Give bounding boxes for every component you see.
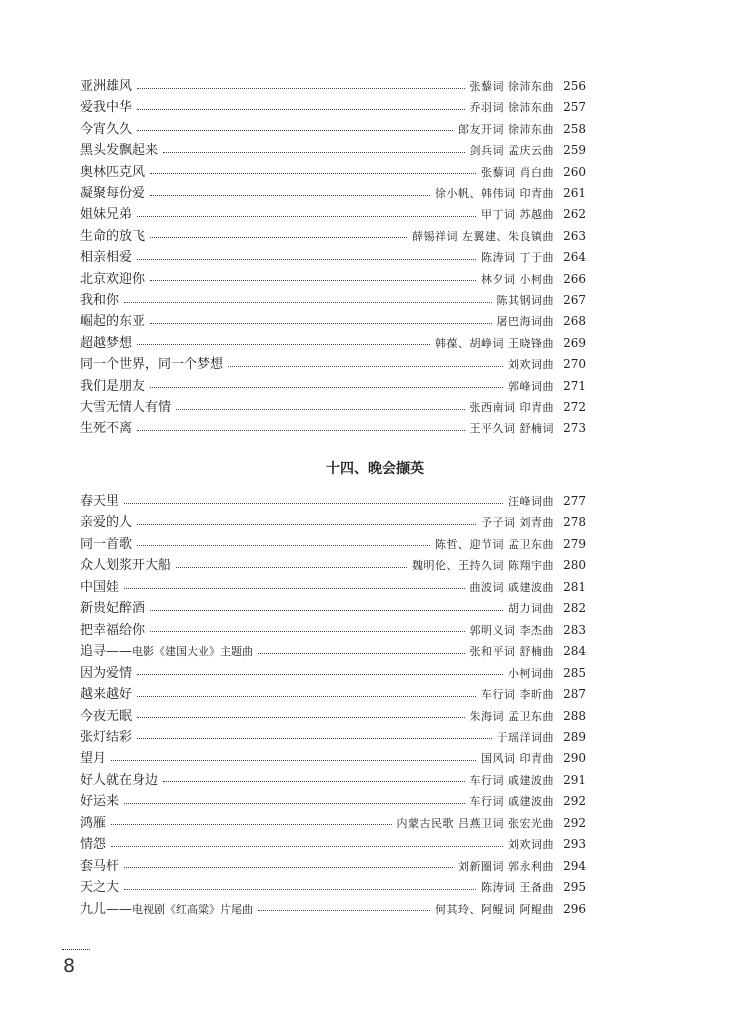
toc-entry	[80, 311, 586, 332]
page-ref: 282	[563, 601, 586, 616]
credits: 朱海词 孟卫东曲	[469, 709, 554, 723]
page-ref: 295	[563, 880, 586, 895]
credits: 郭明义词 李杰曲	[469, 623, 554, 637]
toc-entry	[80, 555, 586, 576]
leader-dots	[228, 365, 503, 367]
credits: 国风词 印青曲	[481, 752, 554, 766]
leader-dots	[137, 343, 430, 345]
credits: 车行词 戚建波曲	[469, 795, 554, 809]
toc-entry	[80, 333, 586, 354]
leader-dots	[150, 172, 476, 174]
toc-entry	[80, 491, 586, 512]
toc-entry	[80, 247, 586, 268]
toc-entry	[80, 226, 586, 247]
leader-dots	[150, 194, 430, 196]
page-ref: 293	[563, 837, 586, 852]
song-title: 我和你	[80, 293, 120, 308]
page-ref: 279	[563, 536, 586, 551]
song-title: 把幸福给你	[80, 622, 146, 638]
credits: 于瑶洋词曲	[496, 730, 554, 744]
leader-dots	[163, 151, 464, 153]
page-ref: 271	[563, 378, 586, 393]
toc-entry	[80, 620, 586, 641]
credits: 曲波词 戚建波曲	[469, 580, 554, 594]
credits: 车行词 李昕曲	[481, 688, 554, 702]
page-ref: 262	[563, 207, 586, 222]
toc-entry	[80, 183, 586, 204]
toc-entry	[80, 813, 586, 834]
credits: 张和平词 舒楠曲	[469, 645, 554, 659]
toc-entry	[80, 663, 586, 684]
page-ref: 263	[563, 228, 586, 243]
page-ref: 261	[563, 186, 586, 200]
page-ref: 267	[563, 293, 586, 307]
song-title: 众人划浆开大船	[80, 558, 172, 574]
song-title: 我们是朋友	[80, 378, 146, 394]
song-title-main: 追寻——	[80, 644, 133, 660]
toc-entry	[80, 641, 586, 662]
toc-entry	[80, 727, 586, 748]
leader-dots	[137, 673, 503, 675]
leader-dots	[111, 845, 503, 847]
page-ref: 268	[563, 314, 586, 329]
song-title: 北京欢迎你	[80, 271, 146, 287]
leader-dots	[137, 429, 464, 431]
credits: 剑兵词 孟庆云曲	[469, 144, 554, 158]
song-title: 张灯结彩	[80, 729, 133, 745]
leader-dots	[176, 408, 464, 410]
song-title: 生命的放飞	[80, 228, 146, 244]
toc-entry	[80, 76, 586, 97]
credits: 刘新圈词 郭永利曲	[458, 859, 554, 873]
credits: 林夕词 小柯曲	[481, 272, 554, 286]
song-title: 套马杆	[80, 858, 120, 874]
toc-entry	[80, 834, 586, 855]
section-heading: 十四、晚会撷英	[326, 461, 424, 477]
song-title: 今宵久久	[80, 121, 133, 137]
credits: 魏明伦、王持久词 陈翔宇曲	[412, 559, 554, 573]
leader-dots	[137, 87, 464, 89]
song-title: 春天里	[80, 494, 120, 509]
page-ref: 269	[563, 335, 586, 350]
page-ref: 284	[563, 644, 586, 659]
toc-entry	[80, 97, 586, 118]
leader-dots	[137, 544, 430, 546]
leader-dots	[150, 609, 503, 611]
song-title: 情怨	[80, 837, 107, 853]
toc-entry	[80, 791, 586, 812]
credits: 屠巴海词曲	[496, 315, 554, 329]
song-title: 超越梦想	[80, 335, 133, 351]
toc-entry	[80, 140, 586, 161]
leader-dots	[137, 258, 476, 260]
song-title: 天之大	[80, 880, 120, 896]
page-ref: 292	[563, 794, 586, 809]
credits: 陈哲、迎节词 孟卫东曲	[435, 537, 554, 551]
credits: 韩葆、胡峥词 王晓锋曲	[435, 336, 554, 350]
credits: 予子词 刘青曲	[481, 516, 554, 530]
credits: 刘欢词曲	[508, 838, 554, 852]
song-title: 亚洲雄风	[80, 79, 133, 94]
leader-dots	[137, 695, 476, 697]
credits: 郭峰词曲	[508, 379, 554, 393]
song-title: 凝聚每份爱	[80, 186, 146, 201]
page-ref: 289	[563, 729, 586, 744]
song-subtitle: 电视剧《红高粱》片尾曲	[132, 902, 254, 916]
page-ref: 266	[563, 271, 586, 286]
page-ref: 257	[563, 100, 586, 115]
credits: 乔羽词 徐沛东曲	[469, 101, 554, 115]
song-title: 好人就在身边	[80, 772, 159, 788]
page-ref: 288	[563, 708, 586, 723]
credits: 陈涛词 丁于曲	[481, 251, 554, 265]
song-title: 今夜无眠	[80, 708, 133, 724]
page-ref: 258	[563, 121, 586, 136]
song-title: 爱我中华	[80, 100, 133, 116]
leader-dots	[137, 523, 476, 525]
song-title: 大雪无情人有情	[80, 400, 172, 415]
song-title: 亲爱的人	[80, 515, 133, 531]
leader-dots	[124, 587, 464, 589]
leader-dots	[176, 566, 407, 568]
toc-entry	[80, 354, 586, 375]
page-number: 8	[63, 955, 76, 977]
toc-entry	[80, 534, 586, 555]
page-ref: 281	[563, 579, 586, 594]
leader-dots	[258, 652, 464, 654]
page-ref: 270	[563, 357, 586, 372]
page-ref: 260	[563, 164, 586, 179]
leader-dots	[150, 279, 476, 281]
toc-entry	[80, 162, 586, 183]
song-title: 黑头发飘起来	[80, 143, 159, 159]
leader-dots	[150, 386, 503, 388]
toc-entry	[80, 376, 586, 397]
page-ref: 264	[563, 250, 586, 265]
leader-dots	[150, 630, 464, 632]
song-title: 相亲相爱	[80, 250, 133, 266]
song-title: 生死不离	[80, 421, 133, 437]
page-ref: 285	[563, 665, 586, 680]
leader-dots	[150, 322, 491, 324]
page-ref: 273	[563, 421, 586, 436]
credits: 张藜词 肖白曲	[481, 165, 554, 179]
credits: 车行词 戚建波曲	[469, 773, 554, 787]
footer-rule	[62, 949, 90, 950]
page-ref: 278	[563, 515, 586, 530]
page-ref: 290	[563, 751, 586, 766]
page-ref: 272	[563, 400, 586, 414]
song-title: 崛起的东亚	[80, 314, 146, 330]
leader-dots	[137, 737, 491, 739]
toc-entry	[80, 119, 586, 140]
leader-dots	[258, 909, 430, 911]
credits: 陈涛词 王备曲	[481, 881, 554, 895]
credits: 胡力词曲	[508, 602, 554, 616]
credits: 徐小帆、韩伟词 印青曲	[435, 187, 554, 200]
song-title: 因为爱情	[80, 665, 133, 681]
song-title-main: 九儿——	[80, 901, 133, 917]
page-ref: 292	[563, 815, 586, 830]
toc-entry	[80, 877, 586, 898]
credits: 张藜词 徐沛东曲	[469, 80, 554, 93]
credits: 陈其钢词曲	[496, 294, 554, 307]
toc-entry	[80, 856, 586, 877]
song-title: 同一个世界，同一个梦想	[80, 357, 224, 373]
song-title	[80, 641, 253, 662]
credits: 薛锡祥词 左翼建、朱良镇曲	[412, 229, 554, 243]
leader-dots	[163, 780, 464, 782]
credits: 甲丁词 苏越曲	[481, 208, 554, 222]
song-title: 鸿雁	[80, 815, 107, 831]
page-ref: 259	[563, 143, 586, 158]
leader-dots	[124, 502, 503, 504]
song-title: 望月	[80, 751, 107, 767]
leader-dots	[137, 108, 464, 110]
song-title: 越来越好	[80, 687, 133, 703]
song-title: 好运来	[80, 794, 120, 810]
leader-dots	[124, 802, 464, 804]
song-title: 奥林匹克风	[80, 164, 146, 180]
toc-entry	[80, 512, 586, 533]
toc-entry	[80, 418, 586, 439]
toc-entry	[80, 290, 586, 311]
toc-entry	[80, 269, 586, 290]
page-ref: 280	[563, 558, 586, 573]
credits: 刘欢词曲	[508, 358, 554, 372]
toc-entry	[80, 770, 586, 791]
toc-entry	[80, 748, 586, 769]
toc-entry	[80, 684, 586, 705]
credits: 王平久词 舒楠词	[469, 422, 554, 436]
leader-dots	[124, 888, 476, 890]
page-ref: 291	[563, 772, 586, 787]
page-ref: 294	[563, 858, 586, 873]
credits: 何其玲、阿鲲词 阿鲲曲	[435, 902, 554, 916]
song-title: 新贵妃醉酒	[80, 601, 146, 617]
credits: 内蒙古民歌 吕燕卫词 张宏光曲	[396, 816, 554, 830]
leader-dots	[124, 866, 453, 868]
leader-dots	[137, 215, 476, 217]
credits: 郎友开词 徐沛东曲	[458, 122, 554, 136]
toc-entry	[80, 577, 586, 598]
leader-dots	[150, 236, 407, 238]
page-ref: 277	[563, 494, 586, 508]
leader-dots	[137, 129, 453, 131]
song-subtitle: 电影《建国大业》主题曲	[132, 645, 254, 659]
song-title: 姐妹兄弟	[80, 207, 133, 223]
credits: 张西南词 印青曲	[469, 401, 554, 414]
toc-entry	[80, 204, 586, 225]
song-title	[80, 899, 253, 920]
page-ref: 296	[563, 901, 586, 916]
leader-dots	[137, 716, 464, 718]
song-title: 中国娃	[80, 579, 120, 595]
toc-entry	[80, 397, 586, 418]
song-title: 同一首歌	[80, 536, 133, 552]
toc-entry	[80, 899, 586, 920]
toc-entry	[80, 706, 586, 727]
page-ref: 283	[563, 622, 586, 637]
toc-entry	[80, 598, 586, 619]
leader-dots	[124, 301, 491, 303]
leader-dots	[111, 823, 391, 825]
leader-dots	[111, 759, 476, 761]
credits: 汪峰词曲	[508, 495, 554, 508]
page-ref: 287	[563, 687, 586, 702]
credits: 小柯词曲	[508, 666, 554, 680]
page-ref: 256	[563, 79, 586, 93]
